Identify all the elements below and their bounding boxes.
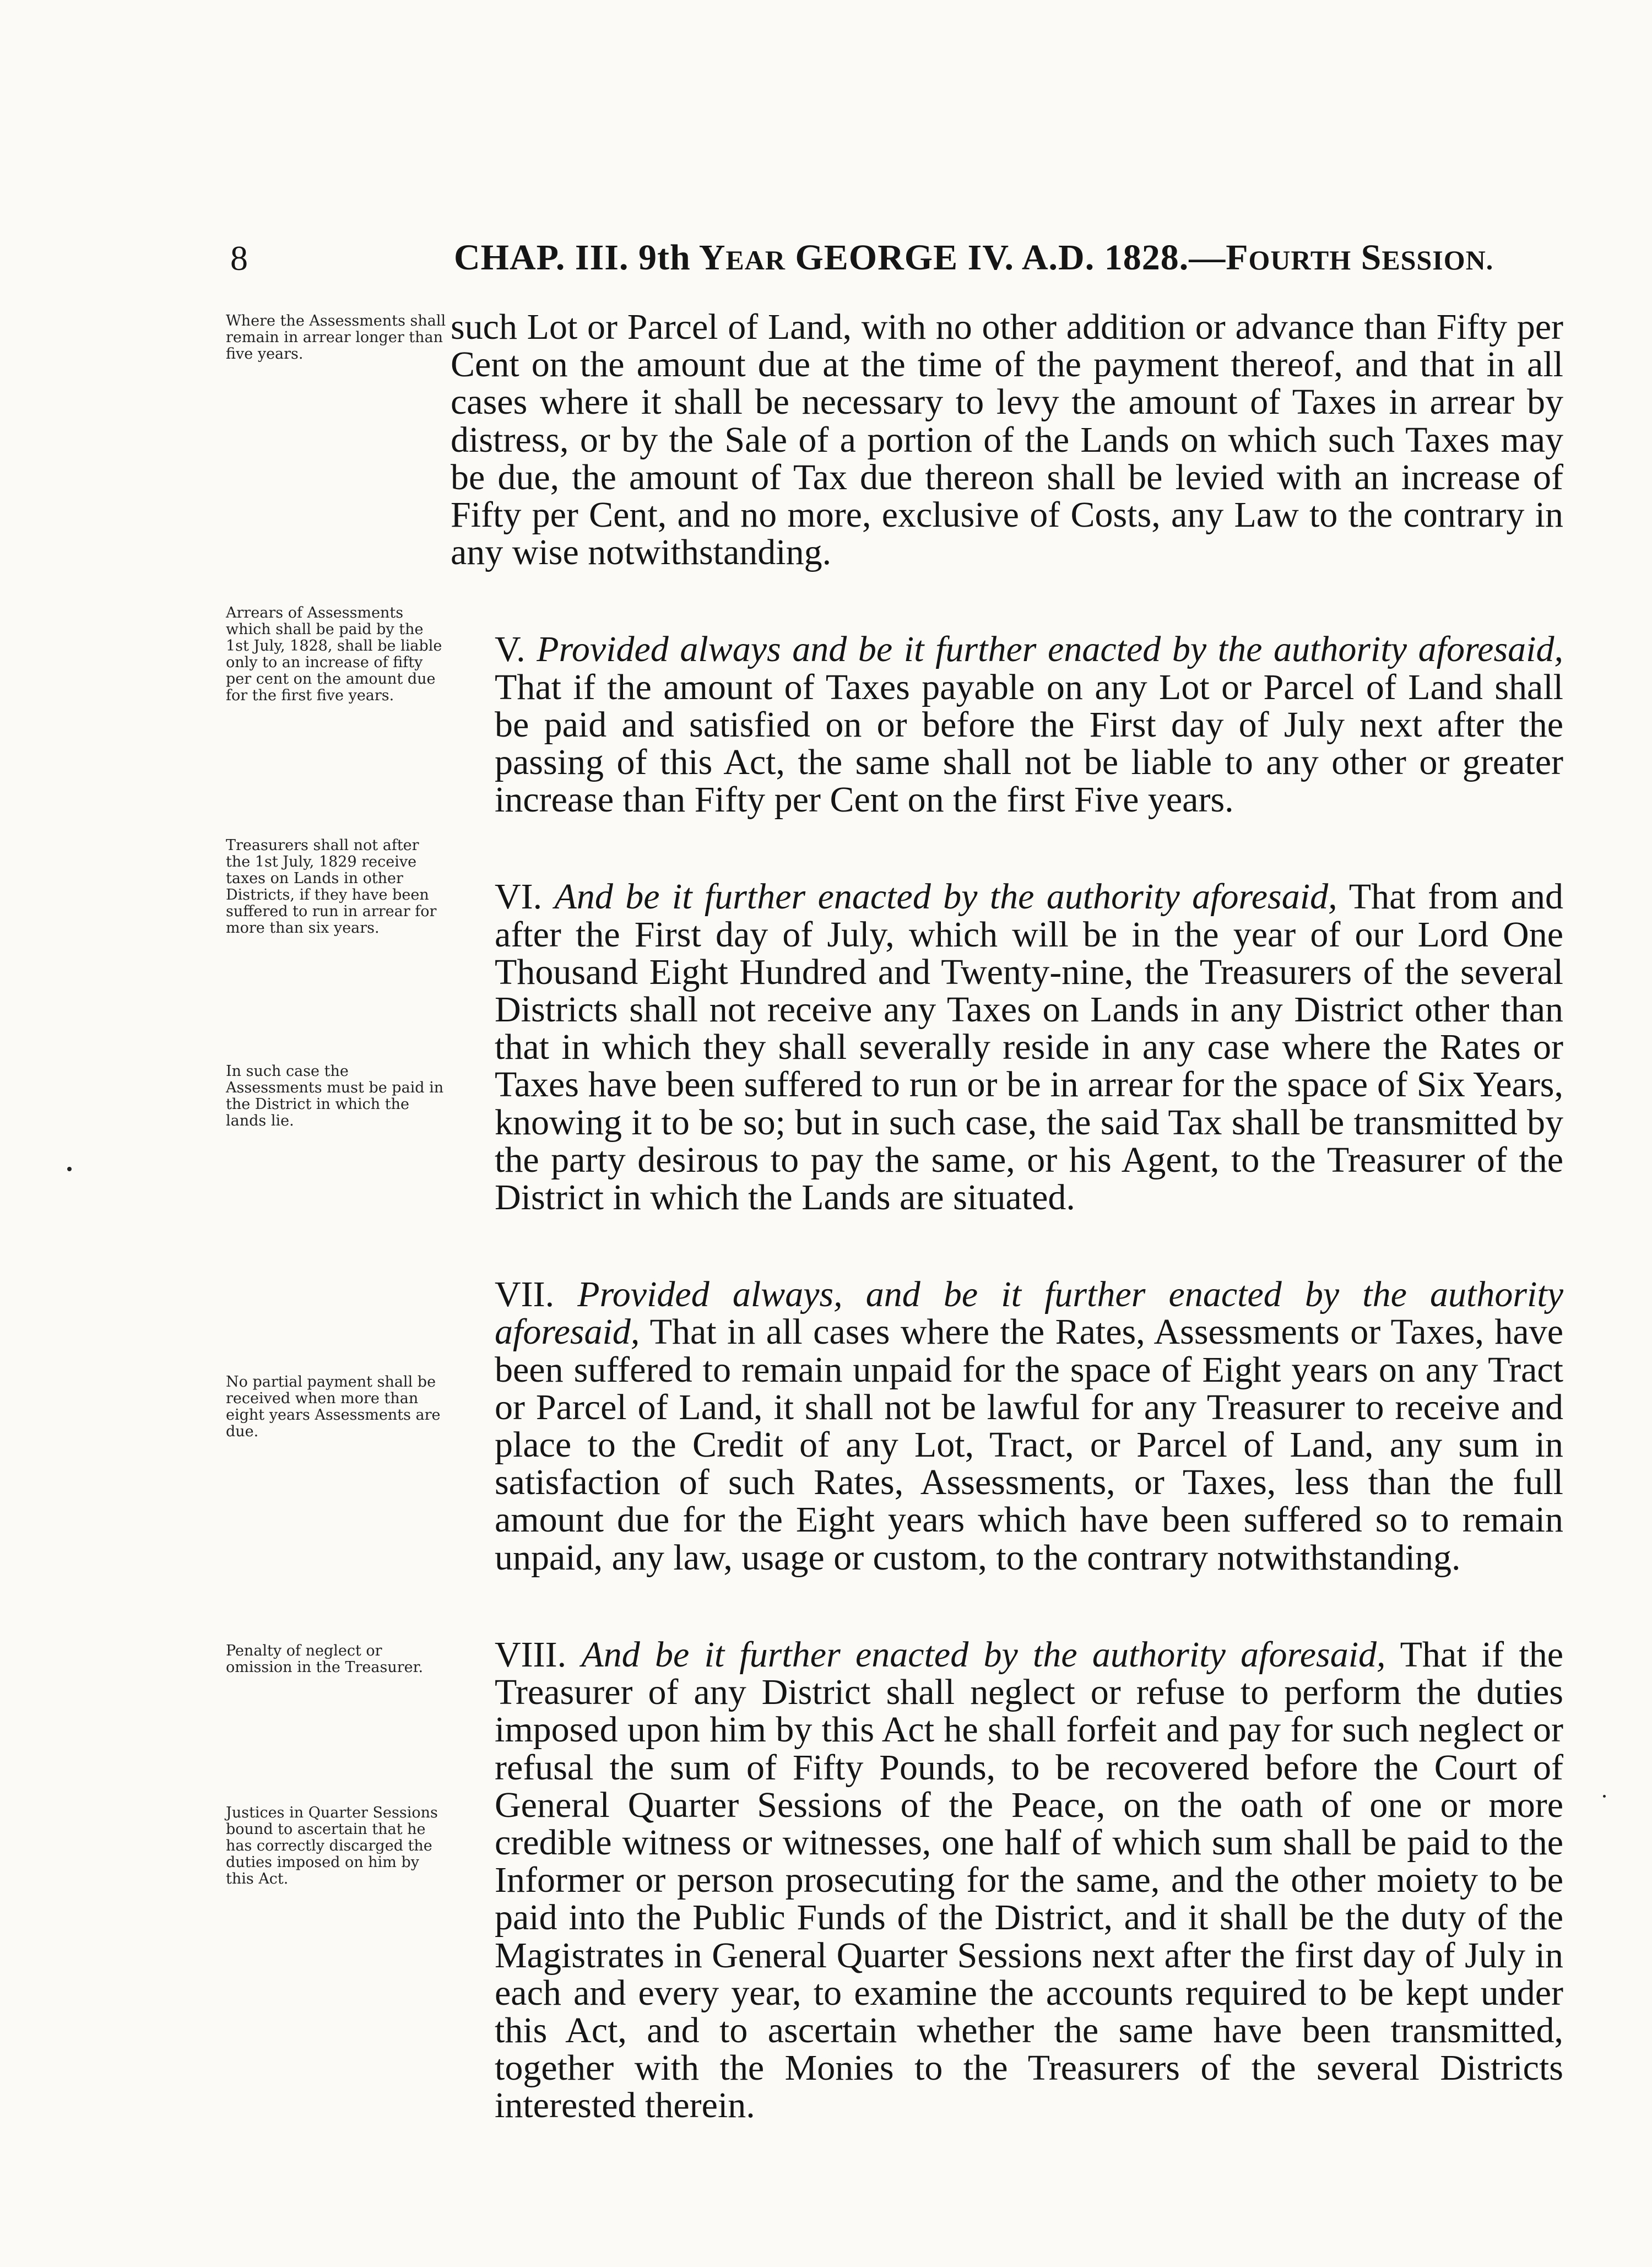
margin-notes bbox=[0, 0, 446, 2267]
section-text: That in all cases where the Rates, Assessments or Taxes, have been suffered to remain unpaid for the space of Eight years on any Tract or Parcel of Land, it shall not be lawful for any Treasurer to receive and place to the Credit of any Lot, Tract, or Parcel of Land, any sum in satisfaction of such Rates, Assessments, or Taxes, less than the full amount due for the Eight years which have been suffered so to remain unpaid, any law, usage or custom, to the contrary notwithstanding. bbox=[495, 1312, 1563, 1578]
section-gap bbox=[451, 1577, 1563, 1636]
page-number: 8 bbox=[230, 239, 248, 278]
section-text: That if the Treasurer of any District shall neglect or refuse to perform the duties imposed upon him by this Act he shall forfeit and pay for such neglect or refusal the sum of Fifty Pounds, to be recovered before the Court of General Quarter Sessions of the Peace, on the oath of one or more credible witness or witnesses, one half of which sum shall be paid to the Informer or person prosecuting for the same, and the other moiety to be paid into the Public Funds of the District, and it shall be the duty of the Magistrates in General Quarter Sessions next after the first day of July in each and every year, to examine the accounts required to be kept under this Act, and to ascertain whether the same have been transmitted, together with the Monies to the Treasurers of the several Districts interested therein. bbox=[495, 1634, 1564, 2126]
section-number: V. bbox=[495, 629, 526, 670]
running-head-reign: GEORGE IV. A.D. 1828.—F bbox=[785, 237, 1249, 278]
margin-note: Treasurers shall not after the 1st July, 1829 receive taxes on Lands in other Districts, if they have been suffered to run in arrear for more than six years. bbox=[226, 837, 437, 937]
section-text: That from and after the First day of July, which will be in the year of our Lord One Thousand Eight Hundred and Twenty-nine, the Treasurers of the several Districts shall not receive any Taxes on Lands in any District other than that in which they shall severally reside in any case where the Rates or Taxes have been suffered to run or be in arrear for the space of Six Years, knowing it to be so; but in such case, the said Tax shall be transmitted by the party desirous to pay the same, or his Agent, to the Treasurer of the District in which the Lands are situated. bbox=[495, 876, 1564, 1218]
running-head-space: S bbox=[1351, 237, 1382, 278]
section-lead: Provided always and be it further enacted by the authority aforesaid, bbox=[537, 629, 1563, 670]
running-head-chapter: CHAP. III. 9th Y bbox=[454, 237, 726, 278]
section-lead: And be it further enacted by the authority aforesaid, bbox=[581, 1634, 1386, 1675]
section-lead: Provided always, and be it further enacted by the authority aforesaid, bbox=[495, 1274, 1564, 1352]
running-head-smallcaps: EAR bbox=[725, 245, 786, 275]
section-gap bbox=[451, 819, 1563, 878]
section-gap bbox=[451, 571, 1563, 631]
margin-note: Arrears of Assessments which shall be paid by the 1st July, 1828, shall be liable only to an increase of fifty per cent on the amount due for the first five years. bbox=[226, 604, 442, 704]
section-viii bbox=[451, 1636, 1563, 2125]
section-vii bbox=[451, 1276, 1563, 1577]
margin-note: In such case the Assessments must be paid in the District in which the lands lie. bbox=[226, 1063, 444, 1129]
section-gap bbox=[451, 1216, 1563, 1276]
margin-note: Penalty of neglect or omission in the Treasurer. bbox=[226, 1642, 424, 1676]
section-lead: And be it further enacted by the authority aforesaid, bbox=[554, 876, 1337, 917]
ink-speck bbox=[1603, 1795, 1606, 1798]
section-text: such Lot or Parcel of Land, with no other addition or advance than Fifty per Cent on the amount due at the time of the payment thereof, and that in all cases where it shall be necessary to levy the amount of Taxes in arrear by distress, or by the Sale of a portion of the Lands on which such Taxes may be due, the amount of Tax due thereon shall be levied with an increase of Fifty per Cent, and no more, exclusive of Costs, any Law to the contrary in any wise notwithstanding. bbox=[451, 307, 1563, 573]
section-number: VI. bbox=[495, 876, 543, 917]
section-v bbox=[451, 631, 1563, 819]
margin-note: No partial payment shall be received when more than eight years Assessments are due. bbox=[226, 1373, 441, 1440]
section-continuation bbox=[451, 309, 1563, 571]
section-vi bbox=[451, 878, 1563, 1216]
margin-note: Where the Assessments shall remain in arrear longer than five years. bbox=[226, 312, 446, 362]
act-body bbox=[451, 309, 1563, 2125]
section-text: That if the amount of Taxes payable on any Lot or Parcel of Land shall be paid and satisfied on or before the First day of July next after the passing of this Act, the same shall not be liable to any other or greater increase than Fifty per Cent on the first Five years. bbox=[495, 667, 1563, 820]
running-head bbox=[454, 237, 1507, 279]
margin-note: Justices in Quarter Sessions bound to ascertain that he has correctly discarged the duties imposed on him by this Act. bbox=[226, 1804, 438, 1887]
running-head-smallcaps: OURTH bbox=[1248, 245, 1352, 275]
section-number: VII. bbox=[495, 1274, 555, 1315]
ink-speck bbox=[67, 1167, 72, 1171]
running-head-smallcaps: ESSION. bbox=[1382, 245, 1494, 275]
section-number: VIII. bbox=[495, 1634, 567, 1675]
